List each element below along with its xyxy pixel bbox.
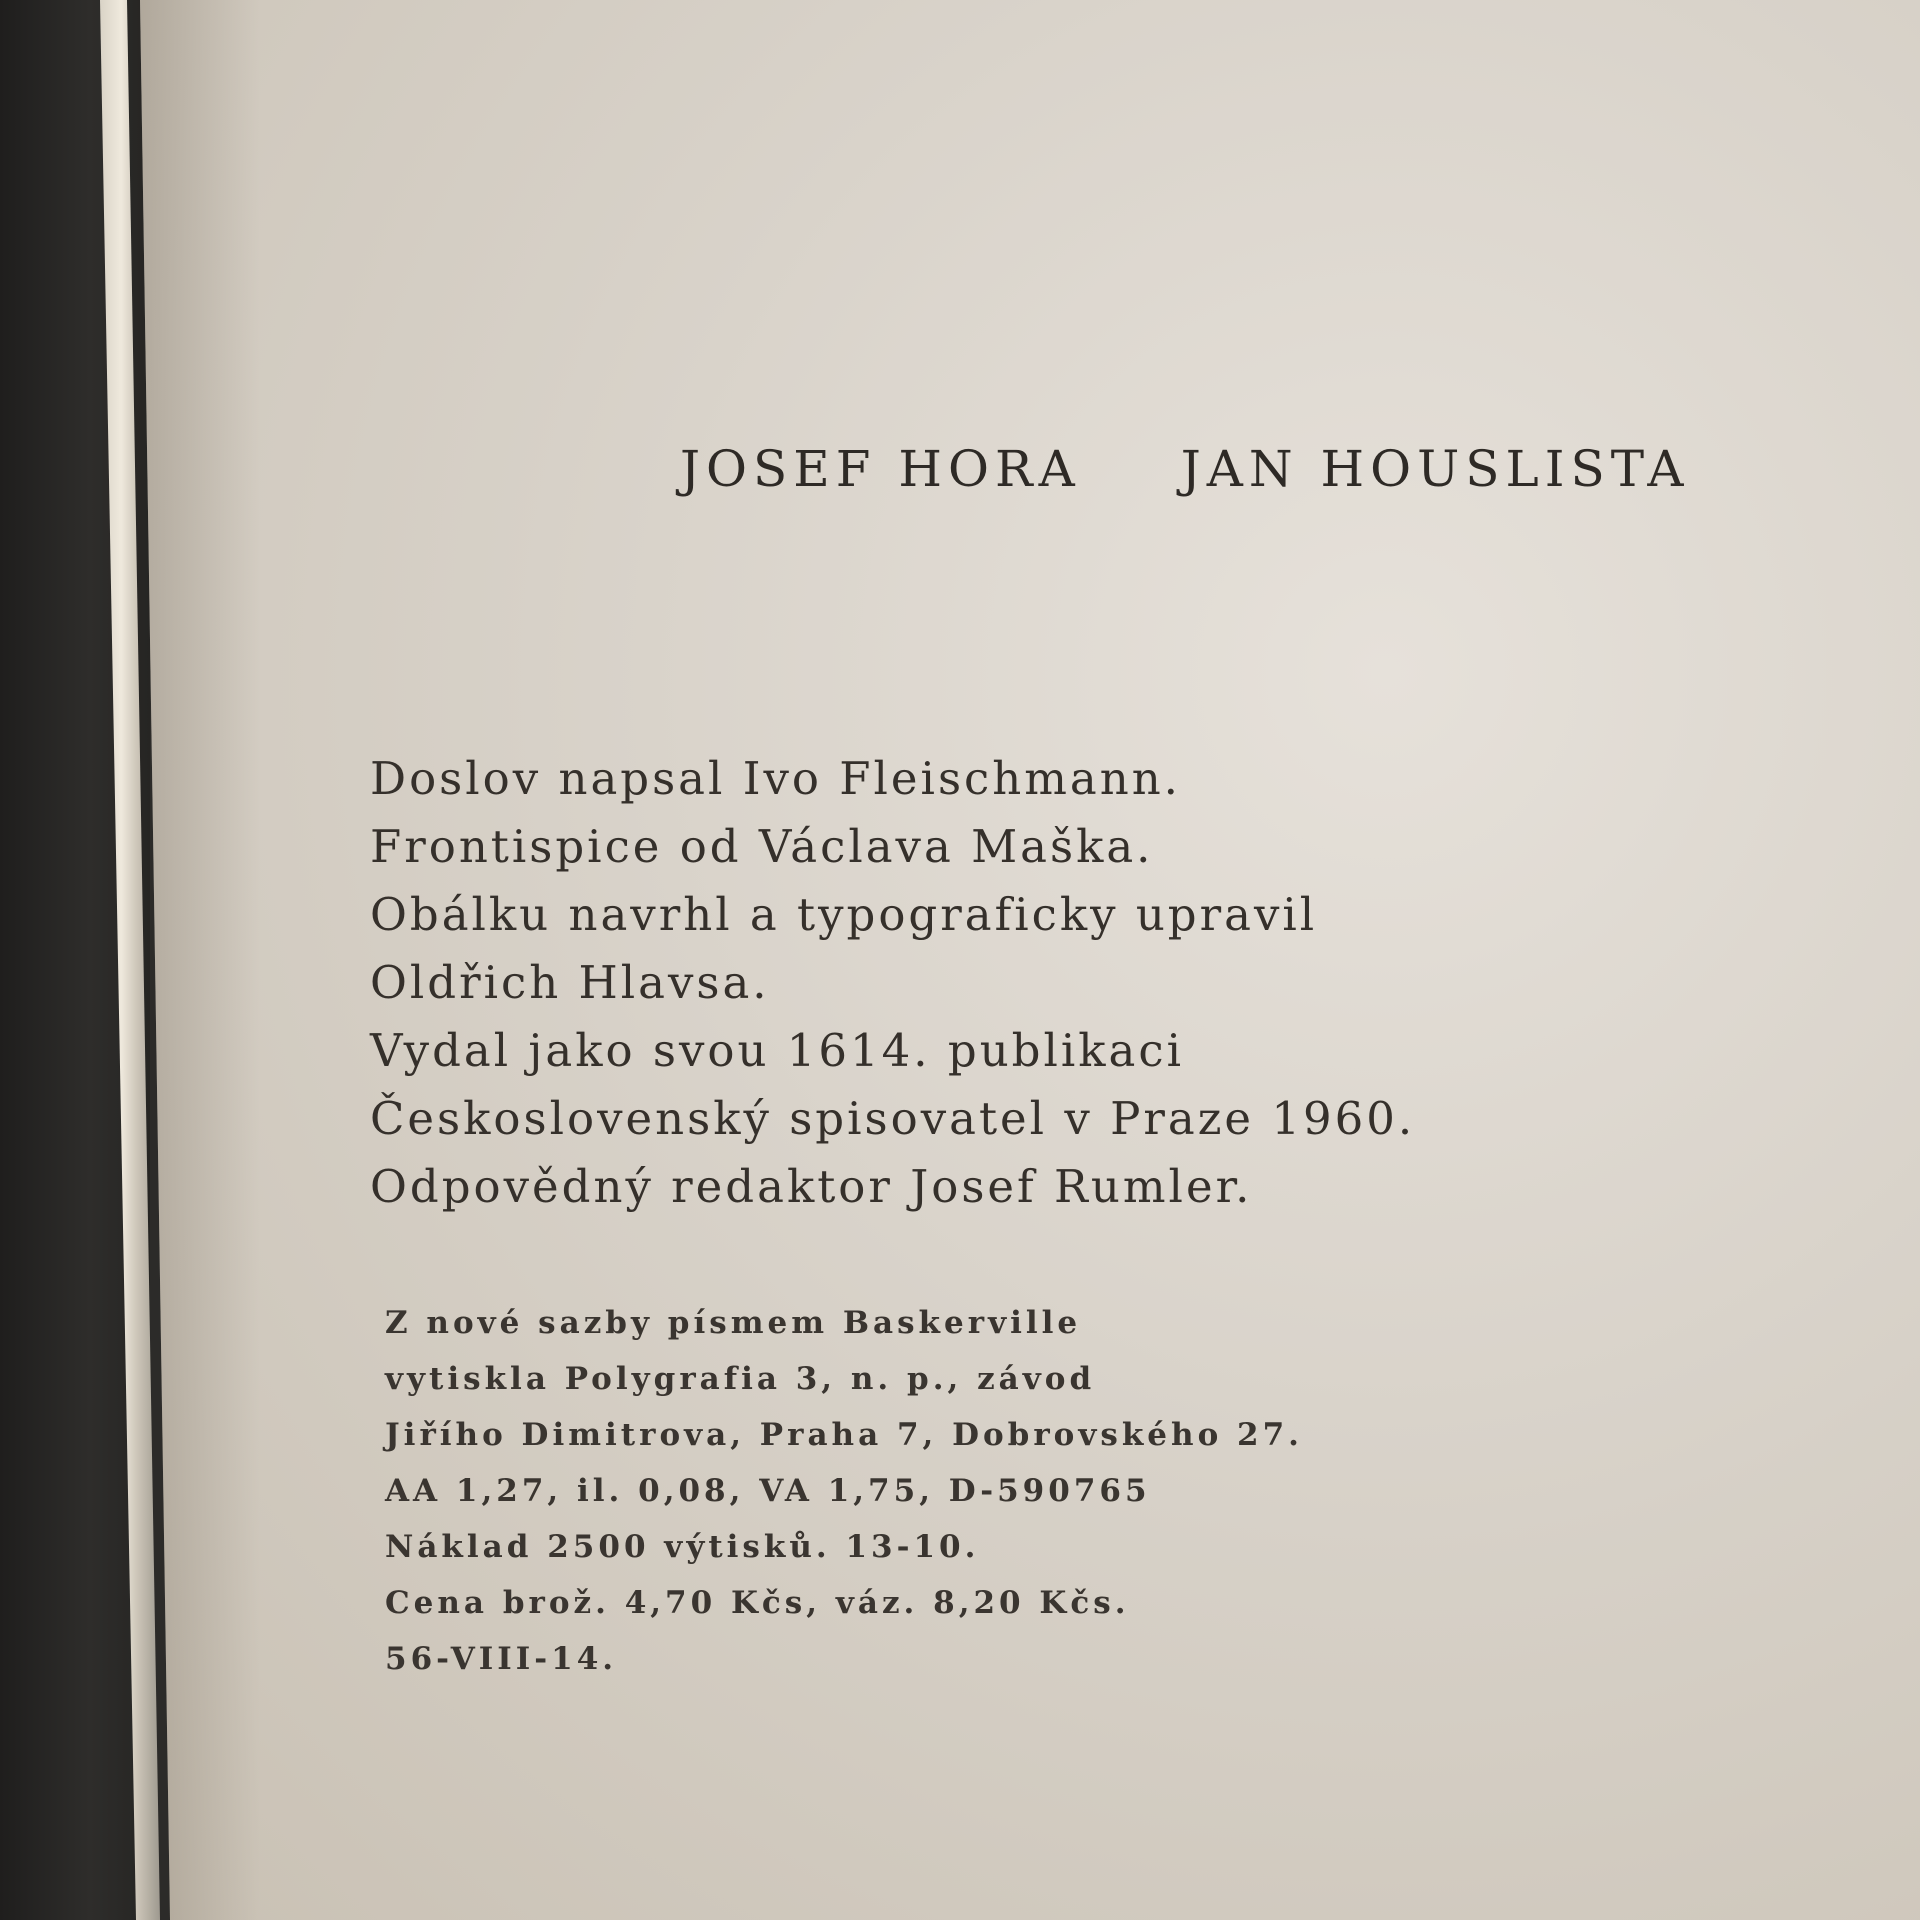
- book-title: JAN HOUSLISTA: [1180, 440, 1690, 498]
- credits-block: [370, 745, 1415, 1221]
- book-heading: [680, 440, 1689, 498]
- imprint-line: Cena brož. 4,70 Kčs, váz. 8,20 Kčs.: [385, 1585, 1130, 1621]
- credit-line: Vydal jako svou 1614. publikaci: [370, 1024, 1184, 1077]
- imprint-line: Z nové sazby písmem Baskerville: [385, 1305, 1082, 1341]
- imprint-block: [385, 1295, 1303, 1687]
- imprint-line: Náklad 2500 výtisků. 13-10.: [385, 1529, 980, 1565]
- credit-line: Doslov napsal Ivo Fleischmann.: [370, 752, 1181, 805]
- credit-line: Obálku navrhl a typograficky upravil: [370, 888, 1318, 941]
- credit-line: Frontispice od Václava Maška.: [370, 820, 1154, 873]
- credit-line: Oldřich Hlavsa.: [370, 956, 770, 1009]
- author-name: JOSEF HORA: [680, 440, 1081, 498]
- credit-line: Odpovědný redaktor Josef Rumler.: [370, 1160, 1253, 1213]
- credit-line: Československý spisovatel v Praze 1960.: [370, 1092, 1416, 1145]
- imprint-line: vytiskla Polygrafia 3, n. p., závod: [385, 1361, 1096, 1397]
- imprint-line: 56-VIII-14.: [385, 1641, 618, 1677]
- imprint-line: Jiřího Dimitrova, Praha 7, Dobrovského 27.: [385, 1417, 1303, 1453]
- imprint-line: AA 1,27, il. 0,08, VA 1,75, D-590765: [385, 1473, 1151, 1509]
